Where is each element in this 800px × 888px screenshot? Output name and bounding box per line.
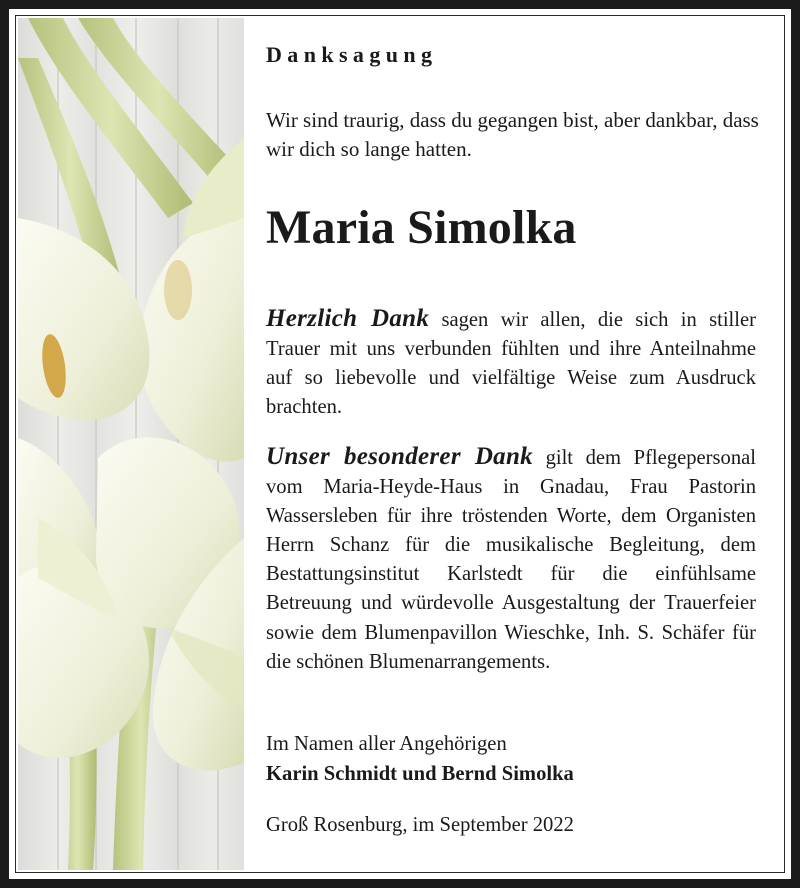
thanks-lead: Herzlich Dank bbox=[266, 305, 430, 332]
signature-intro: Im Namen aller Angehörigen bbox=[266, 733, 507, 755]
thanks-text: sagen wir allen, die sich in stiller Trauer mit uns verbunden fühlten und ihre Anteilnahme auf so liebevolle und vielfältige Weise zum Ausdruck brachten. bbox=[266, 309, 756, 419]
thanks-paragraph bbox=[266, 304, 756, 422]
special-thanks-paragraph bbox=[266, 442, 756, 677]
motto-text: Wir sind traurig, dass du gegangen bist, aber dankbar, dass wir dich so lange hatten. bbox=[266, 108, 759, 161]
special-thanks-text: gilt dem Pflegepersonal vom Maria-Heyde-Haus in Gnadau, Frau Pastorin Wassersleben für ihre tröstenden Worte, dem Organisten Herrn Schanz für die musikalische Begleitung, dem Bestattungsinstitut Karlstedt für die einfühlsame Betreuung und würdevolle Ausgestaltung der Trauerfeier sowie dem Blumenpavillon Wieschke, Inh. S. Schäfer für die schönen Blumenarrangements. bbox=[266, 447, 756, 673]
notice-heading: Danksagung bbox=[266, 42, 438, 67]
signature-names: Karin Schmidt und Bernd Simolka bbox=[266, 763, 574, 785]
deceased-name: Maria Simolka bbox=[266, 201, 577, 254]
place-date: Groß Rosenburg, im September 2022 bbox=[266, 814, 574, 836]
special-thanks-lead: Unser besonderer Dank bbox=[266, 443, 533, 470]
calla-lily-photo bbox=[18, 18, 244, 870]
calla-lily-icon bbox=[18, 18, 244, 870]
